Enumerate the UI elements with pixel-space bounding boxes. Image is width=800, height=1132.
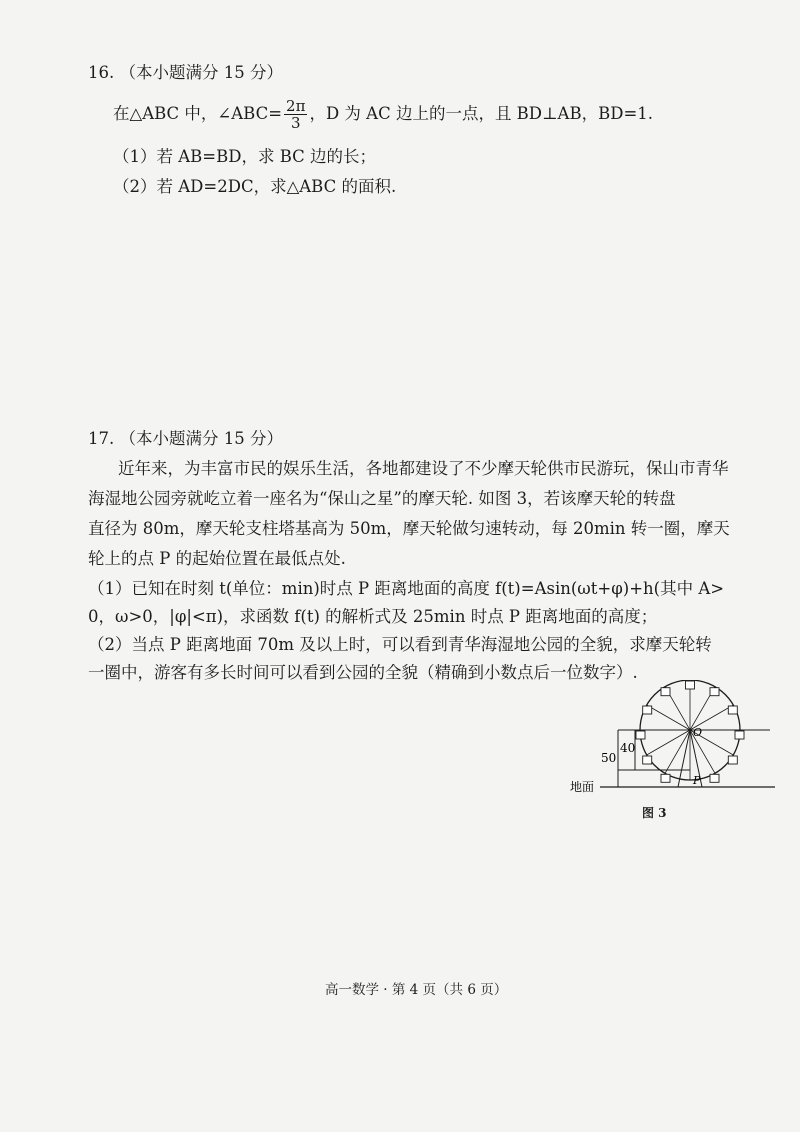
q17-part1-line-1: （1）已知在时刻 t(单位：min)时点 P 距离地面的高度 f(t)=Asin(ωt+φ)+h(其中 A> xyxy=(88,579,725,598)
q17-part2-line-2: 一圈中，游客有多长时间可以看到公园的全貌（精确到小数点后一位数字）. xyxy=(88,663,638,682)
angle-fraction xyxy=(284,98,307,131)
q16-part2: （2）若 AD=2DC，求△ABC 的面积. xyxy=(113,177,397,196)
q16-part1: （1）若 AB=BD，求 BC 边的长； xyxy=(113,147,377,166)
q16-stem-suffix: ，D 为 AC 边上的一点，且 BD⊥AB，BD=1. xyxy=(309,104,654,123)
fraction-numerator: 2π xyxy=(286,97,306,115)
q16-stem xyxy=(113,98,653,131)
fraction-denominator: 3 xyxy=(290,114,301,132)
page-footer: 高一数学 · 第 4 页（共 6 页） xyxy=(325,982,508,998)
figure-caption: 图 3 xyxy=(642,806,667,820)
support-leg-left xyxy=(678,730,690,787)
label-50: 50 xyxy=(601,751,617,765)
label-point-p: P xyxy=(693,774,701,787)
q16-header: 16. （本小题满分 15 分） xyxy=(88,63,283,82)
q17-part1-line-2: 0，ω>0，|φ|<π)，求函数 f(t) 的解析式及 25min 时点 P 距离地面的高度； xyxy=(88,607,658,626)
q17-para-line-4: 轮上的点 P 的起始位置在最低点处. xyxy=(88,549,346,568)
label-40: 40 xyxy=(620,741,636,755)
ferris-wheel-figure xyxy=(560,680,780,800)
q17-para-line-2: 海湿地公园旁就屹立着一座名为“保山之星”的摩天轮. 如图 3，若该摩天轮的转盘 xyxy=(88,489,676,508)
q17-para-line-1: 近年来，为丰富市民的娱乐生活，各地都建设了不少摩天轮供市民游玩，保山市青华 xyxy=(118,459,729,478)
q17-part2-line-1: （2）当点 P 距离地面 70m 及以上时，可以看到青华海湿地公园的全貌，求摩天轮转 xyxy=(88,635,712,654)
q17-header: 17. （本小题满分 15 分） xyxy=(88,429,283,448)
q17-para-line-3: 直径为 80m，摩天轮支柱塔基高为 50m，摩天轮做匀速转动，每 20min 转一圈，摩天 xyxy=(88,519,730,538)
label-center-o: O xyxy=(693,726,703,739)
q16-stem-prefix: 在△ABC 中，∠ABC= xyxy=(113,104,283,123)
label-ground: 地面 xyxy=(570,780,595,794)
